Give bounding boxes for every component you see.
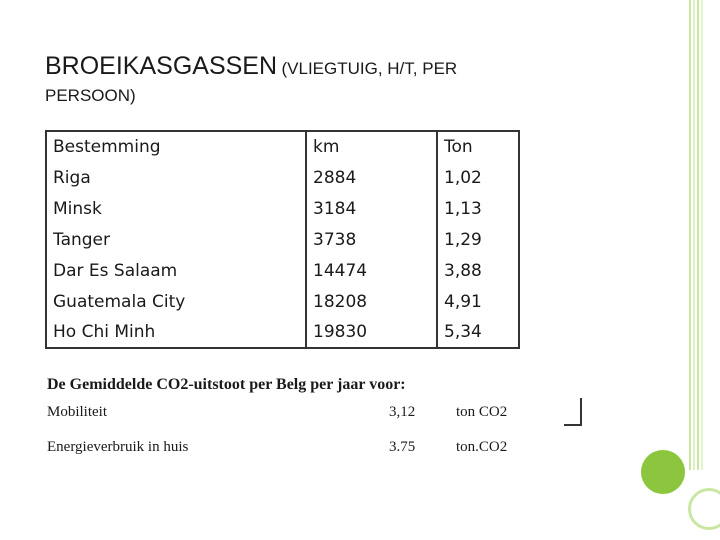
slide-title [45, 52, 457, 81]
cell-km: 2884 [306, 162, 437, 193]
co2-item-label: Energieverbruik in huis [47, 439, 189, 455]
table-row [46, 162, 519, 193]
table-row [46, 286, 519, 317]
decor-vertical-line [697, 0, 699, 470]
title-main: BROEIKASGASSEN [45, 52, 278, 80]
cell-destination: Riga [46, 162, 306, 193]
cell-km: 3738 [306, 224, 437, 255]
co2-item-value: 3.75 [389, 439, 416, 455]
co2-item-label: Mobiliteit [47, 404, 107, 420]
decor-green-circle-outline [688, 488, 720, 530]
cell-destination: Minsk [46, 193, 306, 224]
table-row [46, 193, 519, 224]
cell-ton: 5,34 [437, 317, 519, 348]
cell-km: 19830 [306, 317, 437, 348]
cell-destination: Tanger [46, 224, 306, 255]
cell-ton: 1,29 [437, 224, 519, 255]
decor-vertical-line [701, 0, 703, 470]
cell-destination: Guatemala City [46, 286, 306, 317]
cell-destination: Ho Chi Minh [46, 317, 306, 348]
cell-destination: Dar Es Salaam [46, 255, 306, 286]
co2-heading: De Gemiddelde CO2-uitstoot per Belg per jaar voor: [47, 376, 406, 393]
decor-green-circle [641, 450, 685, 494]
header-cell-ton: Ton [437, 131, 519, 162]
bracket-mark [564, 398, 582, 426]
decor-vertical-line [689, 0, 691, 470]
emissions-table [45, 130, 520, 349]
table-row [46, 224, 519, 255]
header-cell-km: km [306, 131, 437, 162]
cell-ton: 4,91 [437, 286, 519, 317]
header-cell-destination: Bestemming [46, 131, 306, 162]
decor-vertical-line [693, 0, 695, 470]
co2-item-unit: ton CO2 [456, 404, 508, 420]
table-header-row [46, 131, 519, 162]
co2-item-value: 3,12 [389, 404, 416, 420]
table-row [46, 255, 519, 286]
cell-km: 3184 [306, 193, 437, 224]
table-row [46, 317, 519, 348]
cell-ton: 3,88 [437, 255, 519, 286]
cell-km: 14474 [306, 255, 437, 286]
cell-ton: 1,13 [437, 193, 519, 224]
title-subtitle: (VLIEGTUIG, H/T, PER [281, 59, 458, 78]
cell-km: 18208 [306, 286, 437, 317]
cell-ton: 1,02 [437, 162, 519, 193]
co2-item-unit: ton.CO2 [456, 439, 508, 455]
title-subtitle-continued: PERSOON) [45, 86, 136, 105]
